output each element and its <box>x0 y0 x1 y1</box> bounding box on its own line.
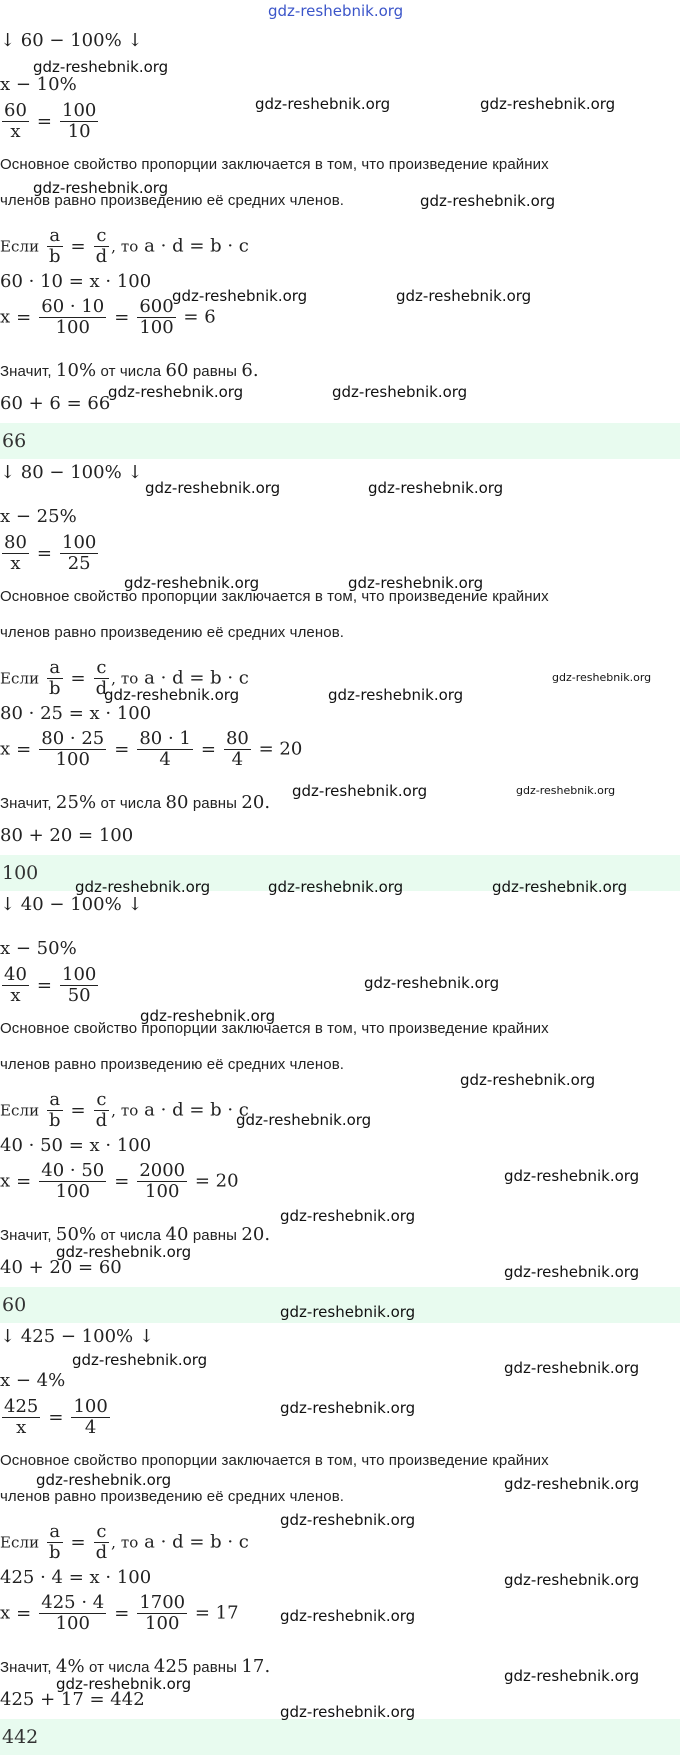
answer-bar <box>0 1719 680 1755</box>
watermark: gdz-reshebnik.org <box>172 287 308 305</box>
watermark: gdz-reshebnik.org <box>504 1263 640 1281</box>
proportion-line-100: ↓ 425 − 100% ↓ <box>0 1326 154 1347</box>
watermark: gdz-reshebnik.org <box>140 1007 276 1025</box>
sum-line: 80 + 20 = 100 <box>0 825 134 846</box>
proportion-equation: $\frac{425}{x}$ = $\frac{100}{4}$ <box>4 1396 108 1438</box>
solve-equation: x = $\frac{40 \cdot 50}{100}$ = $\frac{2000}{100}$ = 20 <box>0 1160 239 1202</box>
watermark: gdz-reshebnik.org <box>75 878 211 896</box>
sum-line: 60 + 6 = 66 <box>0 393 111 414</box>
watermark: gdz-reshebnik.org <box>348 574 484 592</box>
answer-value: 66 <box>2 430 27 452</box>
answer-value: 442 <box>2 1726 39 1748</box>
proportion-line-100: ↓ 80 − 100% ↓ <box>0 462 143 483</box>
watermark: gdz-reshebnik.org <box>280 1207 416 1225</box>
watermark: gdz-reshebnik.org <box>56 1243 192 1261</box>
cross-multiplication: 60 · 10 = x · 100 <box>0 271 152 292</box>
watermark: gdz-reshebnik.org <box>504 1571 640 1589</box>
watermark: gdz-reshebnik.org <box>280 1511 416 1529</box>
property-text-line1: Основное свойство пропорции заключается в том, что произведение крайних <box>0 156 549 173</box>
watermark: gdz-reshebnik.org <box>268 878 404 896</box>
property-text-line2: членов равно произведению её средних членов. <box>0 624 345 641</box>
watermark: gdz-reshebnik.org <box>104 686 240 704</box>
proportion-line-pct: x − 25% <box>0 506 77 527</box>
answer-value: 60 <box>2 1294 27 1316</box>
watermark: gdz-reshebnik.org <box>460 1071 596 1089</box>
proportion-rule: Если $\frac{a}{b}$ = $\frac{c}{d}$ , то a · d = b · c <box>0 657 249 699</box>
watermark: gdz-reshebnik.org <box>368 479 504 497</box>
watermark: gdz-reshebnik.org <box>332 383 468 401</box>
proportion-line-100: ↓ 40 − 100% ↓ <box>0 894 143 915</box>
solve-equation: x = $\frac{80 \cdot 25}{100}$ = $\frac{80 \cdot 1}{4}$ = $\frac{80}{4}$ = 20 <box>0 728 303 770</box>
sum-line: 40 + 20 = 60 <box>0 1257 122 1278</box>
watermark: gdz-reshebnik.org <box>280 1399 416 1417</box>
proportion-rule: Если $\frac{a}{b}$ = $\frac{c}{d}$ , то a · d = b · c <box>0 225 249 267</box>
watermark: gdz-reshebnik.org <box>236 1111 372 1129</box>
conclusion: Значит, 10% от числа 60 равны 6. <box>0 360 259 381</box>
watermark: gdz-reshebnik.org <box>56 1675 192 1693</box>
property-text-line2: членов равно произведению её средних членов. <box>0 1488 345 1505</box>
proportion-equation: $\frac{40}{x}$ = $\frac{100}{50}$ <box>4 964 97 1006</box>
property-text-line2: членов равно произведению её средних членов. <box>0 192 345 209</box>
sum-line: 425 + 17 = 442 <box>0 1689 145 1710</box>
watermark: gdz-reshebnik.org <box>108 383 244 401</box>
watermark: gdz-reshebnik.org <box>552 671 652 684</box>
property-text-line1: Основное свойство пропорции заключается в том, что произведение крайних <box>0 588 549 605</box>
watermark: gdz-reshebnik.org <box>396 287 532 305</box>
watermark-header-link[interactable]: gdz-reshebnik.org <box>268 2 404 20</box>
proportion-line-pct: x − 4% <box>0 1370 66 1391</box>
watermark: gdz-reshebnik.org <box>255 95 391 113</box>
property-text-line1: Основное свойство пропорции заключается в том, что произведение крайних <box>0 1452 549 1469</box>
proportion-line-pct: x − 10% <box>0 74 77 95</box>
conclusion: Значит, 50% от числа 40 равны 20. <box>0 1224 271 1245</box>
watermark: gdz-reshebnik.org <box>516 784 616 797</box>
watermark: gdz-reshebnik.org <box>280 1607 416 1625</box>
watermark: gdz-reshebnik.org <box>292 782 428 800</box>
cross-multiplication: 40 · 50 = x · 100 <box>0 1135 152 1156</box>
watermark: gdz-reshebnik.org <box>33 58 169 76</box>
proportion-line-100: ↓ 60 − 100% ↓ <box>0 30 143 51</box>
watermark: gdz-reshebnik.org <box>504 1667 640 1685</box>
watermark: gdz-reshebnik.org <box>504 1167 640 1185</box>
watermark: gdz-reshebnik.org <box>364 974 500 992</box>
cross-multiplication: 80 · 25 = x · 100 <box>0 703 152 724</box>
answer-bar <box>0 423 680 459</box>
property-text-line2: членов равно произведению её средних членов. <box>0 1056 345 1073</box>
cross-multiplication: 425 · 4 = x · 100 <box>0 1567 152 1588</box>
watermark: gdz-reshebnik.org <box>124 574 260 592</box>
watermark: gdz-reshebnik.org <box>145 479 281 497</box>
solve-equation: x = $\frac{60 \cdot 10}{100}$ = $\frac{600}{100}$ = 6 <box>0 296 216 338</box>
watermark: gdz-reshebnik.org <box>492 878 628 896</box>
answer-value: 100 <box>2 862 39 884</box>
proportion-equation: $\frac{60}{x}$ = $\frac{100}{10}$ <box>4 100 97 142</box>
property-text-line1: Основное свойство пропорции заключается в том, что произведение крайних <box>0 1020 549 1037</box>
conclusion: Значит, 4% от числа 425 равны 17. <box>0 1656 271 1677</box>
watermark: gdz-reshebnik.org <box>72 1351 208 1369</box>
watermark: gdz-reshebnik.org <box>420 192 556 210</box>
solve-equation: x = $\frac{425 \cdot 4}{100}$ = $\frac{1700}{100}$ = 17 <box>0 1592 239 1634</box>
watermark: gdz-reshebnik.org <box>280 1303 416 1321</box>
proportion-equation: $\frac{80}{x}$ = $\frac{100}{25}$ <box>4 532 97 574</box>
proportion-rule: Если $\frac{a}{b}$ = $\frac{c}{d}$ , то a · d = b · c <box>0 1089 249 1131</box>
watermark: gdz-reshebnik.org <box>504 1475 640 1493</box>
conclusion: Значит, 25% от числа 80 равны 20. <box>0 792 271 813</box>
watermark: gdz-reshebnik.org <box>280 1703 416 1721</box>
watermark: gdz-reshebnik.org <box>480 95 616 113</box>
watermark: gdz-reshebnik.org <box>33 179 169 197</box>
proportion-rule: Если $\frac{a}{b}$ = $\frac{c}{d}$ , то a · d = b · c <box>0 1521 249 1563</box>
watermark: gdz-reshebnik.org <box>36 1471 172 1489</box>
watermark: gdz-reshebnik.org <box>504 1359 640 1377</box>
proportion-line-pct: x − 50% <box>0 938 77 959</box>
watermark: gdz-reshebnik.org <box>328 686 464 704</box>
